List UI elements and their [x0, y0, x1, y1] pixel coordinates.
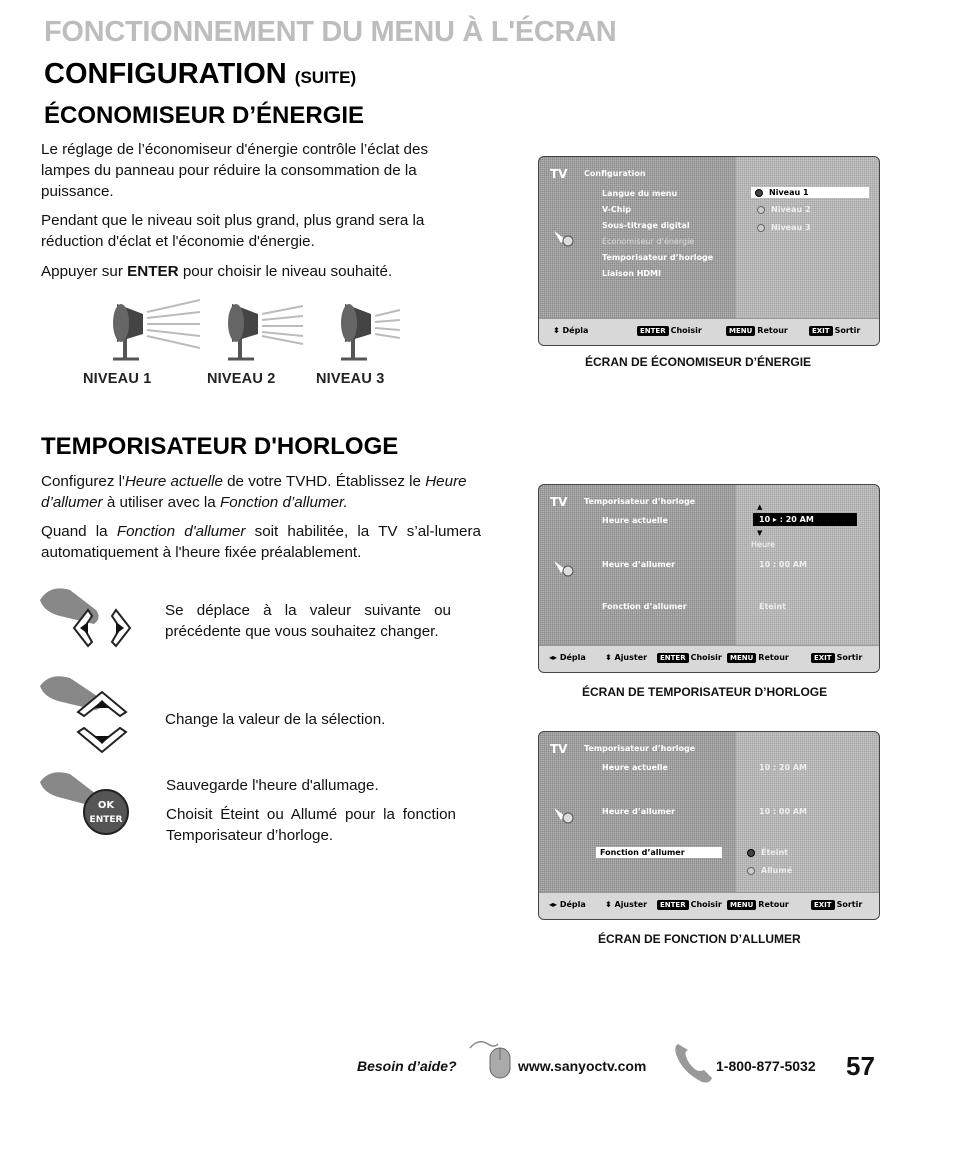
fonction-screen-caption: ÉCRAN DE FONCTION D’ALLUMER	[598, 932, 801, 946]
p1a: Configurez l'	[41, 473, 125, 490]
current-time-value: 10 : 20 AM	[759, 763, 807, 772]
choose-label: Choisir	[690, 900, 722, 909]
footer-back	[727, 900, 789, 910]
footer-back	[727, 653, 789, 663]
instruction-change: Change la valeur de la sélection.	[165, 711, 386, 728]
timer-screen-caption: ÉCRAN DE TEMPORISATEUR D’HORLOGE	[582, 685, 828, 699]
niveau-2-label: NIVEAU 2	[207, 371, 276, 387]
move-label: Dépla	[559, 653, 586, 662]
exit-key: EXIT	[811, 653, 835, 663]
para3-before: Appuyer sur	[41, 263, 128, 280]
enter-key-text: ENTER	[127, 263, 179, 280]
screen-footer-bar	[539, 318, 879, 345]
tv-logo: TV	[550, 495, 568, 509]
left-right-icon: ◂▸	[549, 653, 558, 662]
page-title	[44, 58, 356, 91]
exit-key: EXIT	[809, 326, 833, 336]
lamp-illustrations	[95, 292, 425, 367]
tv-logo: TV	[550, 167, 568, 181]
phone-icon	[672, 1040, 714, 1086]
current-time-field: 10 ▸ : 20 AM	[753, 513, 857, 526]
option-allume-label: Allumé	[761, 866, 793, 875]
option-niveau-3	[757, 223, 811, 232]
menu-item-langue: Langue du menu	[602, 189, 678, 198]
footer-back	[726, 326, 788, 336]
menu-item-heure-actuelle: Heure actuelle	[602, 763, 668, 772]
p1c: de votre TVHD. Établissez le	[222, 473, 426, 490]
footer-choose	[657, 653, 722, 663]
menu-item-heure-allumer: Heure d’allumer	[602, 560, 676, 569]
back-label: Retour	[757, 326, 788, 335]
footer-move	[549, 900, 586, 909]
lamp-icon-2	[228, 304, 303, 359]
energy-para-2: Pendant que le niveau soit plus grand, plus grand sera la réduction d'éclat et l'économie d'énergie.	[41, 212, 425, 250]
niveau-3-label: NIVEAU 3	[316, 371, 385, 387]
up-down-icon: ⬍	[605, 900, 612, 909]
footer-choose	[637, 326, 702, 336]
option-1-label: Niveau 1	[769, 188, 809, 197]
p2b: Fonction d'allumer	[116, 523, 246, 540]
energy-para-1: Le réglage de l’économiseur d'énergie contrôle l’éclat des lampes du panneau pour réduire la consommation de la puissance.	[41, 141, 429, 200]
lamp-icon-1	[113, 300, 200, 359]
choose-label: Choisir	[690, 653, 722, 662]
menu-title: Temporisateur d’horloge	[584, 744, 696, 753]
menu-title: Configuration	[584, 169, 646, 178]
move-label: Dépla	[562, 326, 589, 335]
footer-quit	[811, 653, 862, 663]
left-right-button-icon	[40, 582, 140, 662]
footer-choose	[657, 900, 722, 910]
up-arrow-icon: ▲	[757, 503, 763, 511]
lamp-icon-3	[341, 304, 400, 359]
para3-after: pour choisir le niveau souhaité.	[178, 263, 393, 280]
option-niveau-2	[757, 205, 811, 214]
footer-adjust	[605, 653, 647, 662]
clock-tool-icon	[551, 557, 577, 579]
page-number: 57	[846, 1051, 875, 1081]
quit-label: Sortir	[834, 326, 861, 335]
timer-heading: TEMPORISATEUR D'HORLOGE	[41, 433, 399, 460]
back-label: Retour	[758, 900, 789, 909]
move-label: Dépla	[559, 900, 586, 909]
energy-screen-caption: ÉCRAN DE ÉCONOMISEUR D’ÉNERGIE	[585, 355, 812, 369]
option-2-label: Niveau 2	[771, 205, 811, 214]
menu-key: MENU	[727, 900, 756, 910]
up-down-icon: ⬍	[553, 326, 560, 335]
allumer-value: 10 : 00 AM	[759, 807, 807, 816]
p1e: à utiliser avec la	[102, 494, 220, 511]
enter-key: ENTER	[657, 900, 689, 910]
website-link[interactable]: www.sanyoctv.com	[518, 1058, 647, 1074]
menu-item-vchip: V-Chip	[602, 205, 631, 214]
p2c: soit habilitée, la TV s’al-lumera automatiquement à l'heure fixée préalablement.	[41, 523, 481, 561]
niveau-1-label: NIVEAU 1	[83, 371, 152, 387]
phone-number: 1-800-877-5032	[716, 1058, 816, 1074]
menu-item-heure-allumer: Heure d’allumer	[602, 807, 676, 816]
down-arrow-icon: ▼	[757, 529, 763, 537]
up-down-button-icon	[40, 672, 140, 754]
menu-item-temporisateur: Temporisateur d’horloge	[602, 253, 714, 262]
section-header: FONCTIONNEMENT DU MENU À L'ÉCRAN	[44, 16, 617, 48]
adjust-label: Ajuster	[614, 653, 648, 662]
title-suffix: (SUITE)	[294, 68, 357, 87]
adjust-label: Ajuster	[614, 900, 648, 909]
option-eteint	[747, 848, 788, 857]
menu-item-economiseur: Économiseur d’énergie	[602, 237, 695, 246]
option-3-label: Niveau 3	[771, 223, 811, 232]
exit-key: EXIT	[811, 900, 835, 910]
energy-heading: ÉCONOMISEUR D’ÉNERGIE	[44, 102, 365, 129]
radio-off-icon	[747, 867, 755, 875]
left-right-icon: ◂▸	[549, 900, 558, 909]
back-label: Retour	[758, 653, 789, 662]
instruction-save: Sauvegarde l'heure d'allumage.	[166, 777, 379, 794]
menu-item-fonction-allumer-selected: Fonction d’allumer	[596, 847, 722, 858]
footer-move	[549, 653, 586, 662]
radio-on-icon	[747, 849, 755, 857]
p2a: Quand la	[41, 523, 117, 540]
enter-key: ENTER	[657, 653, 689, 663]
screen-right-panel	[736, 157, 879, 319]
timer-para-1	[41, 471, 486, 513]
footer-quit	[811, 900, 862, 910]
p1d: Heure d’allumer	[41, 473, 467, 511]
footer-quit	[809, 326, 860, 336]
p1f: Fonction d’allumer.	[219, 494, 348, 511]
energy-saver-screen	[538, 156, 880, 346]
instruction-choose: Choisit Éteint ou Allumé pour la fonction Temporisateur d’horloge.	[166, 806, 456, 844]
allumer-value: 10 : 00 AM	[759, 560, 807, 569]
menu-key: MENU	[727, 653, 756, 663]
option-allume	[747, 866, 792, 875]
timer-screen	[538, 484, 880, 673]
ok-enter-button-icon	[40, 768, 140, 838]
enter-key: ENTER	[637, 326, 669, 336]
menu-item-fonction-allumer: Fonction d’allumer	[602, 602, 687, 611]
choose-label: Choisir	[670, 326, 702, 335]
menu-key: MENU	[726, 326, 755, 336]
option-niveau-1	[751, 187, 869, 198]
clock-tool-icon	[551, 804, 577, 826]
heure-hint: Heure	[751, 540, 776, 549]
quit-label: Sortir	[836, 900, 863, 909]
radio-off-icon	[757, 206, 765, 214]
help-text: Besoin d’aide?	[357, 1058, 457, 1074]
mouse-icon	[468, 1038, 516, 1082]
menu-item-soustitrage: Sous-titrage digital	[602, 221, 690, 230]
enter-key-text: ENTER	[89, 815, 123, 825]
footer-move	[553, 326, 588, 335]
tv-logo: TV	[550, 742, 568, 756]
option-eteint-label: Éteint	[761, 848, 788, 857]
screen-footer-bar	[539, 645, 879, 672]
radio-on-icon	[755, 189, 763, 197]
menu-item-heure-actuelle: Heure actuelle	[602, 516, 668, 525]
fonction-allumer-screen	[538, 731, 880, 920]
p1b: Heure actuelle	[124, 473, 223, 490]
up-down-icon: ⬍	[605, 653, 612, 662]
ok-key-text: OK	[97, 800, 115, 811]
footer-adjust	[605, 900, 647, 909]
energy-para-3	[41, 261, 481, 282]
menu-item-hdmi: Liaison HDMI	[602, 269, 661, 278]
screen-footer-bar	[539, 892, 879, 919]
timer-para-2	[41, 521, 481, 563]
menu-title: Temporisateur d’horloge	[584, 497, 696, 506]
instruction-move: Se déplace à la valeur suivante ou précédente que vous souhaitez changer.	[165, 602, 451, 640]
radio-off-icon	[757, 224, 765, 232]
quit-label: Sortir	[836, 653, 863, 662]
fonction-value: Éteint	[759, 602, 786, 611]
settings-tool-icon	[551, 227, 577, 249]
title-text: CONFIGURATION	[44, 58, 287, 90]
